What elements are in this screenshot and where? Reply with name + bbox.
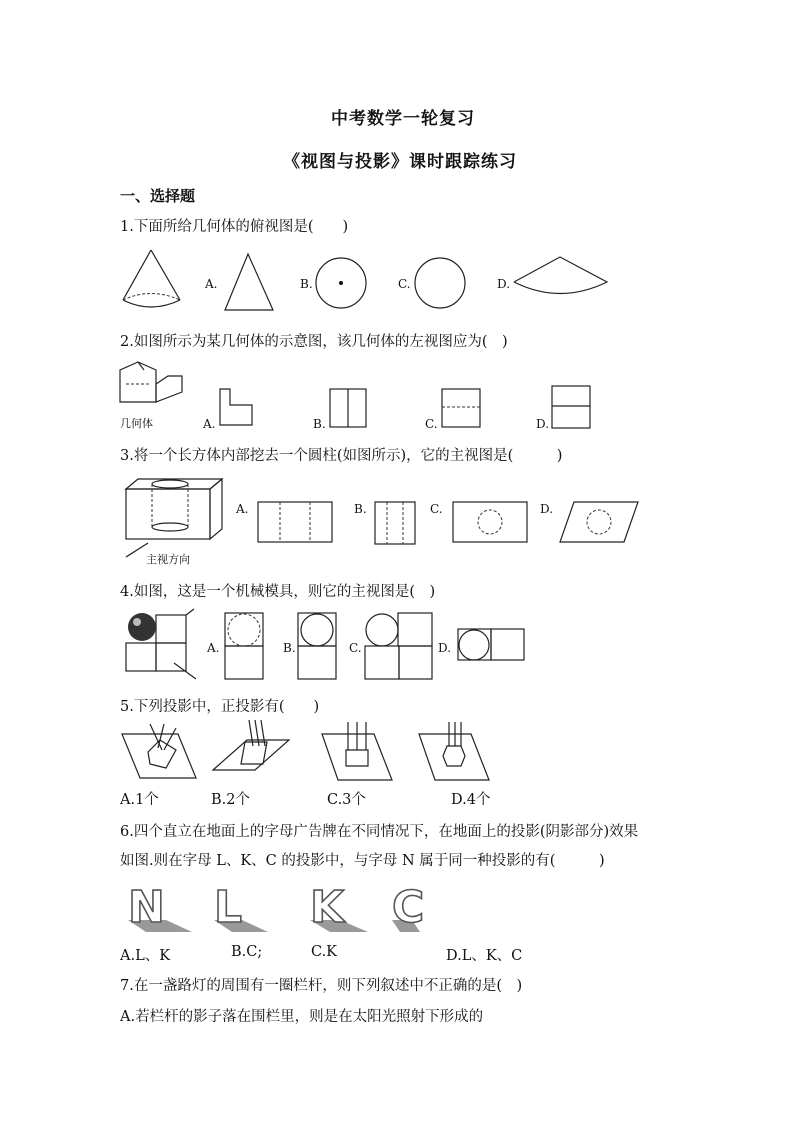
q3-option-b-view (373, 500, 418, 548)
q6-answer-b: B.C; (231, 944, 263, 960)
q4-option-a-view (224, 612, 269, 682)
q3-cuboid-figure (120, 475, 230, 560)
q1-option-b-label: B. (300, 277, 313, 291)
page-title: 中考数学一轮复习 (331, 109, 475, 129)
q2-option-a-view (218, 387, 258, 432)
q2-option-b-view (328, 387, 373, 432)
q1-option-d-sector (512, 255, 612, 300)
q5-figure-2 (211, 720, 291, 785)
q6-answer-d: D.L、K、C (446, 948, 523, 964)
q1-option-a-triangle (222, 250, 282, 315)
q4-option-d-view (457, 628, 527, 663)
question-4-text: 4.如图，这是一个机械模具，则它的主视图是( ) (120, 584, 436, 600)
q5-answer-b: B.2个 (211, 792, 250, 808)
q6-answer-a: A.L、K (120, 948, 171, 964)
question-7-text: 7.在一盏路灯的周围有一圈栏杆，则下列叙述中不正确的是( ) (120, 978, 523, 994)
q6-letter-n: N (128, 882, 165, 933)
q4-option-b-view (297, 612, 342, 682)
q4-option-c-view (364, 612, 436, 682)
q6-letter-signs-figure (120, 878, 450, 936)
question-5-text: 5.下列投影中，正投影有( ) (120, 699, 320, 715)
q5-answer-a: A.1个 (120, 792, 159, 808)
q4-option-d-label: D. (438, 641, 452, 655)
q5-answer-c: C.3个 (327, 792, 366, 808)
q6-letter-k: K (310, 882, 345, 933)
q2-solid-figure (116, 360, 196, 420)
q5-figure-4 (417, 720, 492, 785)
section-heading: 一、选择题 (120, 187, 196, 205)
q3-option-d-view (560, 500, 642, 545)
q3-option-c-label: C. (430, 502, 443, 516)
q6-answer-c: C.K (311, 944, 338, 960)
question-3-text: 3.将一个长方体内部挖去一个圆柱(如图所示)，它的主视图是( ) (120, 448, 563, 464)
q1-option-d-label: D. (497, 277, 511, 291)
q2-figure-label: 几何体 (120, 417, 153, 430)
q3-option-c-view (451, 500, 531, 545)
q1-option-c-circle (413, 256, 473, 316)
question-1-text: 1.下面所给几何体的俯视图是( ) (120, 219, 349, 235)
q6-letter-c: C (392, 882, 425, 933)
q6-letter-l: L (214, 882, 243, 933)
q1-option-a-label: A. (205, 277, 218, 291)
q2-option-c-label: C. (425, 417, 438, 431)
q1-cone-figure (118, 245, 188, 315)
q2-option-b-label: B. (313, 417, 326, 431)
q5-figure-3 (320, 720, 395, 785)
q4-option-b-label: B. (283, 641, 296, 655)
q4-option-a-label: A. (207, 641, 220, 655)
question-7-option-a: A.若栏杆的影子落在围栏里，则是在太阳光照射下形成的 (120, 1009, 484, 1025)
q4-mold-figure (120, 607, 200, 682)
q4-option-c-label: C. (349, 641, 362, 655)
q2-option-d-view (550, 384, 595, 434)
q2-option-c-view (440, 387, 485, 432)
question-2-text: 2.如图所示为某几何体的示意图，该几何体的左视图应为( ) (120, 334, 508, 350)
q3-figure-label: 主视方向 (146, 553, 190, 566)
q5-answer-d: D.4个 (451, 792, 491, 808)
q3-option-a-label: A. (236, 502, 249, 516)
q2-option-d-label: D. (536, 417, 550, 431)
q5-figure-1 (120, 720, 200, 785)
q3-option-d-label: D. (540, 502, 554, 516)
question-6-line-1: 6.四个直立在地面上的字母广告牌在不同情况下，在地面上的投影(阴影部分)效果 (120, 824, 639, 840)
q1-option-c-label: C. (398, 277, 411, 291)
q2-option-a-label: A. (203, 417, 216, 431)
q3-option-b-label: B. (354, 502, 367, 516)
question-6-line-2: 如图.则在字母 L、K、C 的投影中，与字母 N 属于同一种投影的有( ) (120, 853, 605, 869)
q1-option-b-circle-dot (313, 256, 373, 316)
q3-option-a-view (256, 500, 336, 545)
page-subtitle: 《视图与投影》课时跟踪练习 (283, 152, 517, 172)
